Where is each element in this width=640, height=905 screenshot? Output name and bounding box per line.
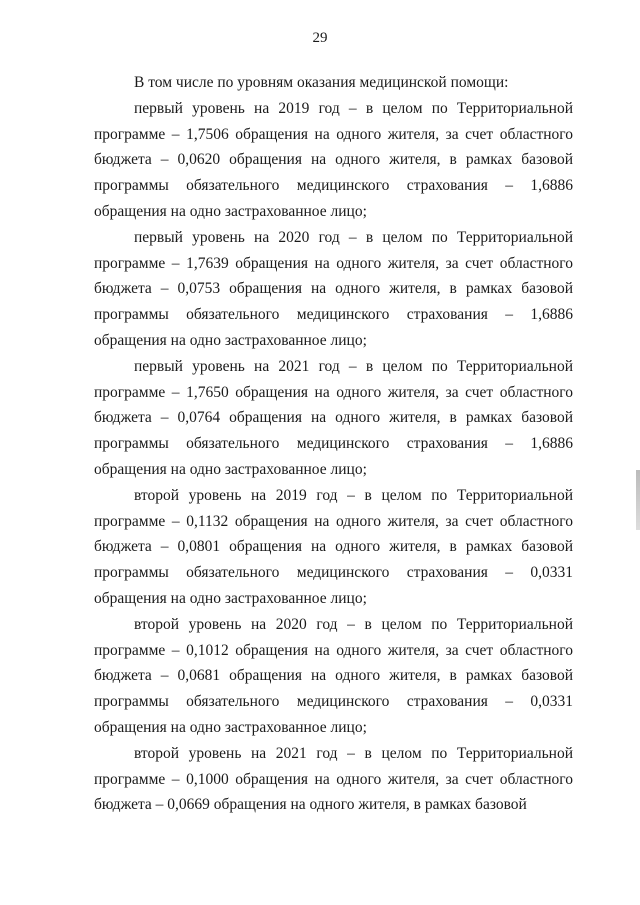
- paragraph-level1-2020: первый уровень на 2020 год – в целом по Территориальной программе – 1,7639 обращения на одного жителя, за счет областного бюджета – 0,0753 обращения на одного жителя, в рамках базовой программы обязательного медицинского страхования – 1,6886 обращения на одно застрахованное лицо;: [94, 228, 573, 349]
- paragraph-level1-2021: первый уровень на 2021 год – в целом по Территориальной программе – 1,7650 обращения на одного жителя, за счет областного бюджета – 0,0764 обращения на одного жителя, в рамках базовой программы обязательного медицинского страхования – 1,6886 обращения на одно застрахованное лицо;: [94, 357, 573, 478]
- intro-line: В том числе по уровням оказания медицинской помощи:: [134, 74, 509, 91]
- paragraph-level2-2021: второй уровень на 2021 год – в целом по Территориальной программе – 0,1000 обращения на одного жителя, за счет областного бюджета – 0,0669 обращения на одного жителя, в рамках базовой: [94, 744, 573, 814]
- scan-edge-shadow: [636, 470, 640, 530]
- page-number: 29: [312, 30, 328, 46]
- paragraph-level2-2020: второй уровень на 2020 год – в целом по Территориальной программе – 0,1012 обращения на одного жителя, за счет областного бюджета – 0,0681 обращения на одного жителя, в рамках базовой программы обязательного медицинского страхования – 0,0331 обращения на одно застрахованное лицо;: [94, 615, 573, 736]
- document-body: [94, 70, 573, 818]
- paragraph-level2-2019: второй уровень на 2019 год – в целом по Территориальной программе – 0,1132 обращения на одного жителя, за счет областного бюджета – 0,0801 обращения на одного жителя, в рамках базовой программы обязательного медицинского страхования – 0,0331 обращения на одно застрахованное лицо;: [94, 486, 573, 607]
- paragraph-level1-2019: первый уровень на 2019 год – в целом по Территориальной программе – 1,7506 обращения на одного жителя, за счет областного бюджета – 0,0620 обращения на одного жителя, в рамках базовой программы обязательного медицинского страхования – 1,6886 обращения на одно застрахованное лицо;: [94, 99, 573, 220]
